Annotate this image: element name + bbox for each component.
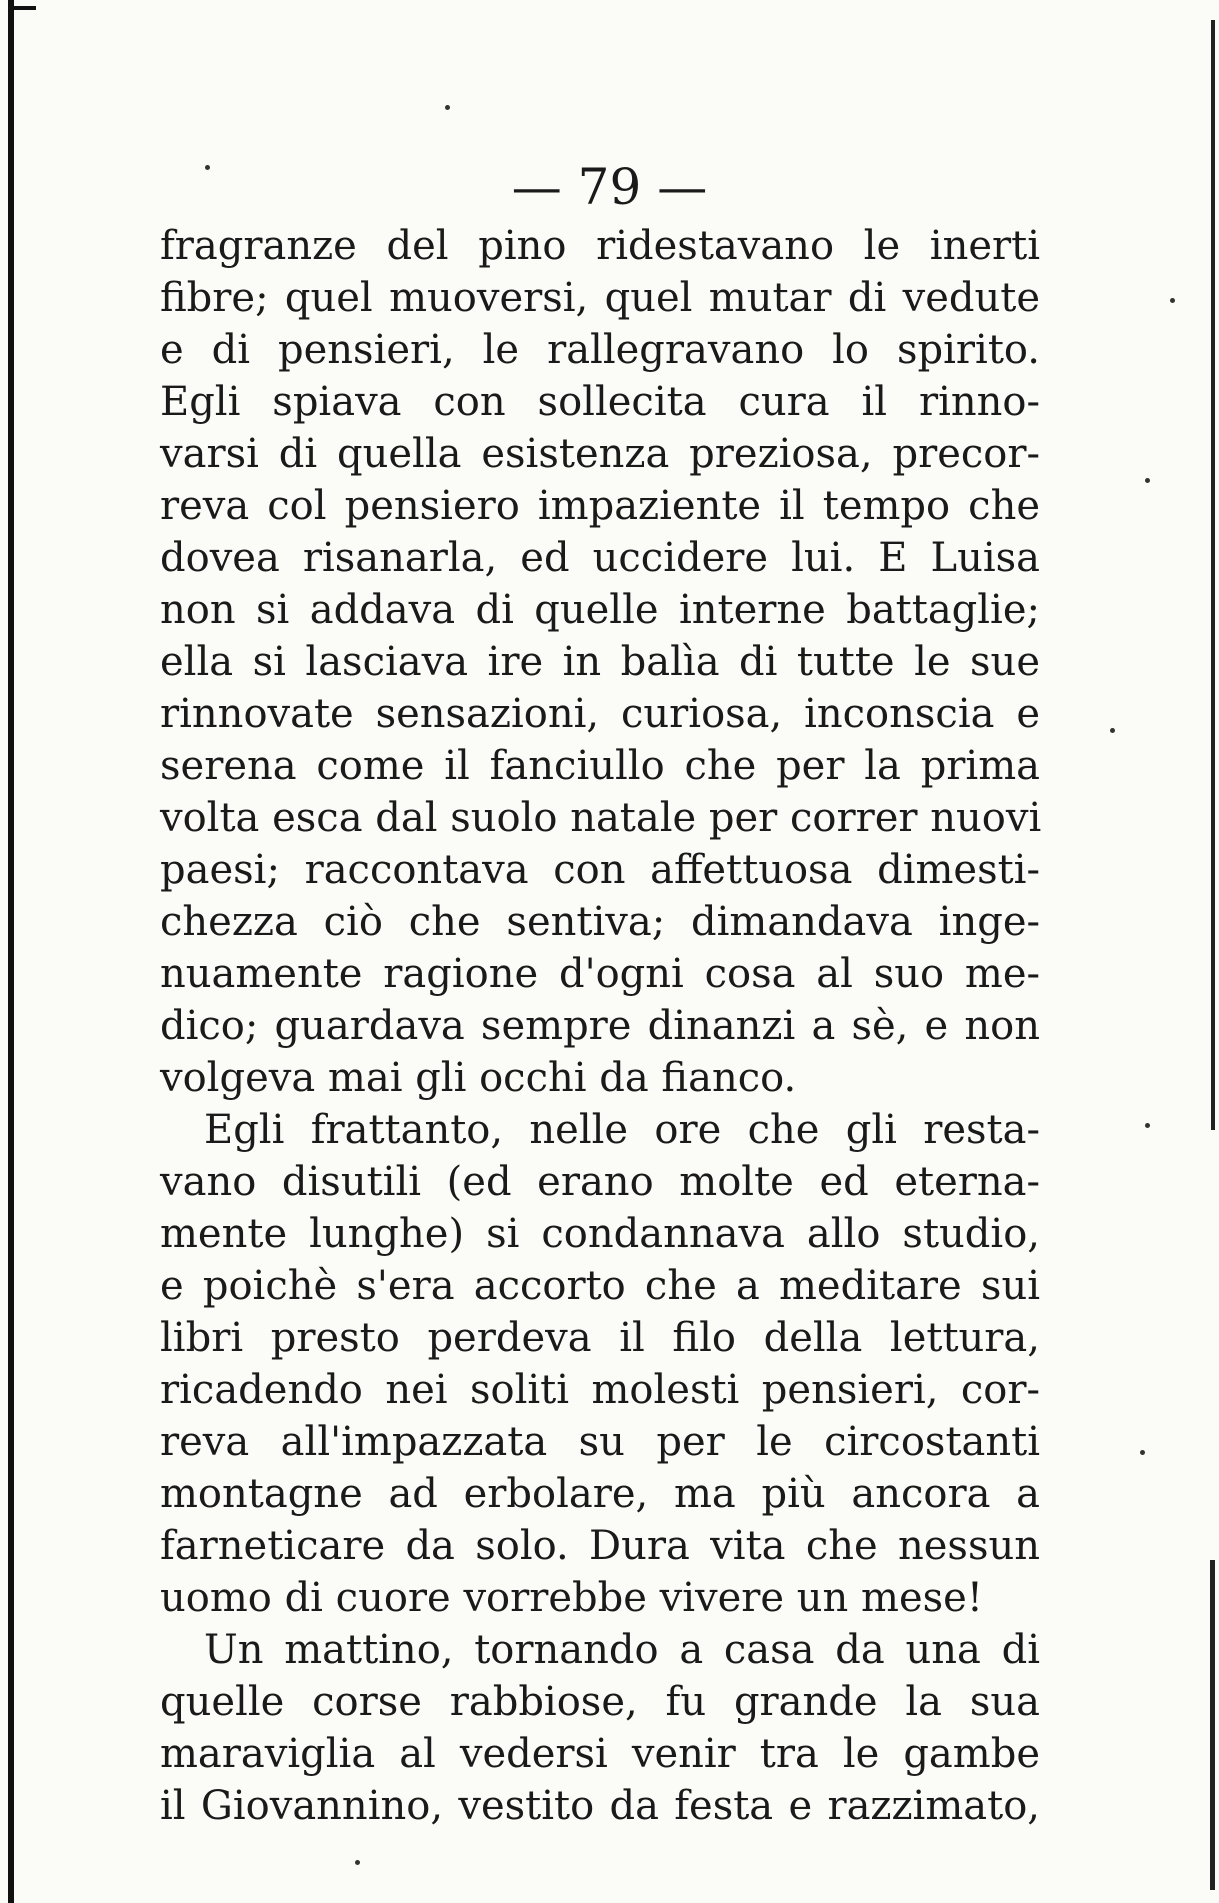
- text-line: nuamente ragione d'ogni cosa al suo me-: [160, 951, 1040, 997]
- scan-speck: [1145, 1123, 1150, 1128]
- text-line: Egli spiava con sollecita cura il rinno-: [160, 379, 1040, 425]
- scan-speck: [355, 1860, 360, 1865]
- text-line: dico; guardava sempre dinanzi a sè, e non: [160, 1003, 1040, 1049]
- text-line: serena come il fanciullo che per la prima: [160, 743, 1040, 789]
- scan-speck: [1145, 478, 1150, 483]
- text-line: farneticare da solo. Dura vita che nessun: [160, 1523, 1040, 1569]
- text-line: reva all'impazzata su per le circostanti: [160, 1419, 1040, 1465]
- text-line: fibre; quel muoversi, quel mutar di vedute: [160, 275, 1040, 321]
- text-line: chezza ciò che sentiva; dimandava inge-: [160, 899, 1040, 945]
- text-line: non si addava di quelle interne battaglie;: [160, 587, 1040, 633]
- text-line: ella si lasciava ire in balìa di tutte le sue: [160, 639, 1040, 685]
- text-line: Un mattino, tornando a casa da una di: [204, 1627, 1040, 1673]
- body-text: [160, 220, 1040, 1832]
- text-line: il Giovannino, vestito da festa e razzimato,: [160, 1783, 1040, 1829]
- text-line: maraviglia al vedersi venir tra le gambe: [160, 1731, 1040, 1777]
- text-line: volgeva mai gli occhi da fianco.: [160, 1055, 797, 1101]
- text-line: e poichè s'era accorto che a meditare sui: [160, 1263, 1040, 1309]
- text-line: uomo di cuore vorrebbe vivere un mese!: [160, 1575, 983, 1621]
- text-line: mente lunghe) si condannava allo studio,: [160, 1211, 1040, 1257]
- text-line: quelle corse rabbiose, fu grande la sua: [160, 1679, 1040, 1725]
- text-line: paesi; raccontava con affettuosa dimesti-: [160, 847, 1040, 893]
- text-line: Egli frattanto, nelle ore che gli resta-: [204, 1107, 1040, 1153]
- text-line: e di pensieri, le rallegravano lo spirito.: [160, 327, 1040, 373]
- scan-speck: [445, 105, 450, 110]
- scan-speck: [1140, 1450, 1145, 1455]
- text-line: volta esca dal suolo natale per correr nuovi: [160, 795, 1042, 841]
- text-line: rinnovate sensazioni, curiosa, inconscia e: [160, 691, 1040, 737]
- scan-speck: [1110, 728, 1115, 733]
- text-line: montagne ad erbolare, ma più ancora a: [160, 1471, 1040, 1517]
- page-number: — 79 —: [511, 158, 708, 216]
- text-line: vano disutili (ed erano molte ed eterna-: [160, 1159, 1040, 1205]
- scan-right-edge-lower: [1210, 1560, 1215, 1890]
- text-line: varsi di quella esistenza preziosa, precor-: [160, 431, 1040, 477]
- scan-top-edge: [8, 6, 36, 10]
- scan-left-edge: [8, 0, 14, 1903]
- text-line: ricadendo nei soliti molesti pensieri, cor-: [160, 1367, 1040, 1413]
- scan-speck: [1170, 298, 1175, 303]
- text-line: libri presto perdeva il filo della lettura,: [160, 1315, 1040, 1361]
- text-line: reva col pensiero impaziente il tempo che: [160, 483, 1040, 529]
- text-line: dovea risanarla, ed uccidere lui. E Luisa: [160, 535, 1040, 581]
- text-line: fragranze del pino ridestavano le inerti: [160, 223, 1040, 269]
